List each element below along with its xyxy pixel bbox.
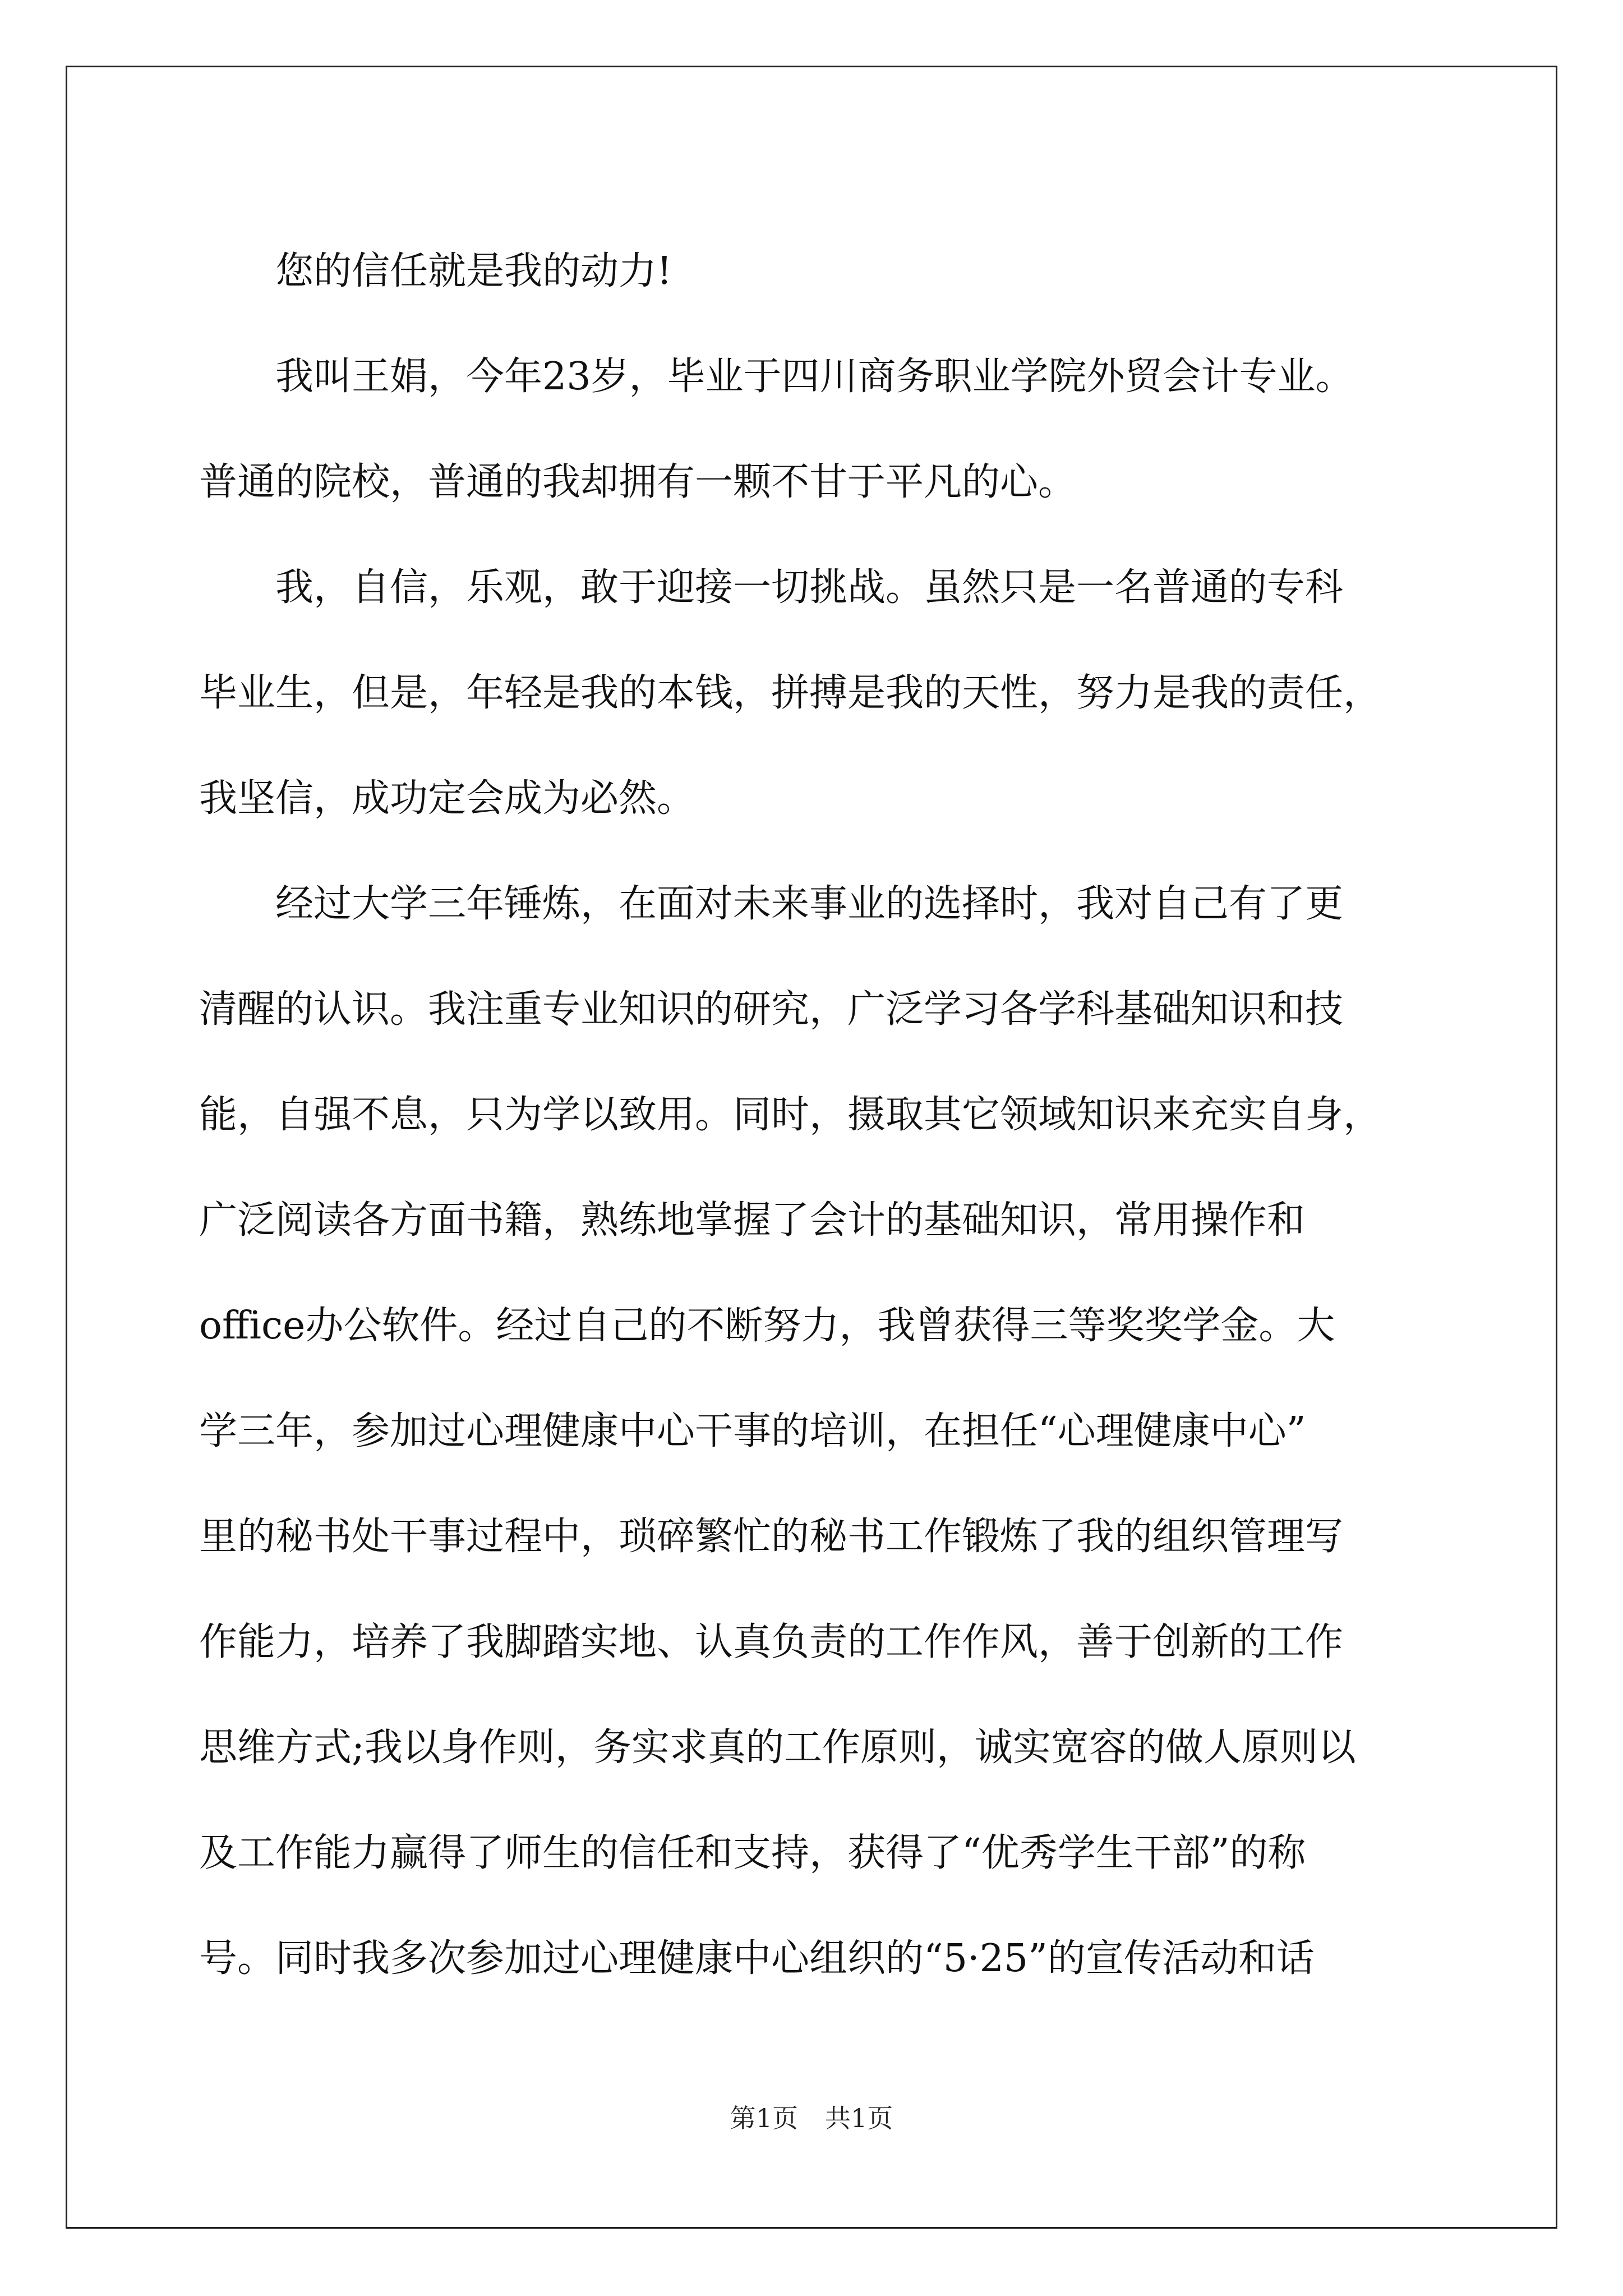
text-line: 号。同时我多次参加过心理健康中心组织的“5·25”的宣传活动和话 bbox=[199, 1936, 1315, 1981]
text-line: 普通的院校，普通的我却拥有一颗不甘于平凡的心。 bbox=[199, 460, 1077, 504]
text-line: 经过大学三年锤炼，在面对未来事业的选择时，我对自己有了更 bbox=[199, 882, 1344, 926]
text-line: 作能力，培养了我脚踏实地、认真负责的工作作风，善于创新的工作 bbox=[199, 1620, 1344, 1664]
text-line: 学三年，参加过心理健康中心干事的培训，在担任“心理健康中心” bbox=[199, 1409, 1306, 1453]
text-line: 我，自信，乐观，敢于迎接一切挑战。虽然只是一名普通的专科 bbox=[199, 565, 1344, 610]
text-line: 广泛阅读各方面书籍，熟练地掌握了会计的基础知识，常用操作和 bbox=[199, 1198, 1306, 1243]
text-line: 我坚信，成功定会成为必然。 bbox=[199, 776, 695, 821]
text-line: office办公软件。经过自己的不断努力，我曾获得三等奖奖学金。大 bbox=[199, 1304, 1335, 1348]
text-line: 您的信任就是我的动力! bbox=[199, 249, 672, 293]
text-line: 思维方式;我以身作则，务实求真的工作原则，诚实宽容的做人原则以 bbox=[199, 1726, 1356, 1770]
text-line: 我叫王娟，今年23岁，毕业于四川商务职业学院外贸会计专业。 bbox=[199, 355, 1354, 399]
page-number: 第1页 bbox=[730, 2103, 798, 2133]
document-body bbox=[199, 219, 1428, 2012]
text-line: 及工作能力赢得了师生的信任和支持，获得了“优秀学生干部”的称 bbox=[199, 1831, 1306, 1875]
page-footer bbox=[0, 2101, 1623, 2135]
text-line: 毕业生，但是，年轻是我的本钱，拼搏是我的天性，努力是我的责任， bbox=[199, 671, 1382, 715]
text-line: 清醒的认识。我注重专业知识的研究，广泛学习各学科基础知识和技 bbox=[199, 987, 1344, 1032]
text-line: 能，自强不息，只为学以致用。同时，摄取其它领域知识来充实自身， bbox=[199, 1093, 1382, 1137]
page-total: 共1页 bbox=[825, 2103, 893, 2133]
text-line: 里的秘书处干事过程中，琐碎繁忙的秘书工作锻炼了我的组织管理写 bbox=[199, 1515, 1344, 1559]
